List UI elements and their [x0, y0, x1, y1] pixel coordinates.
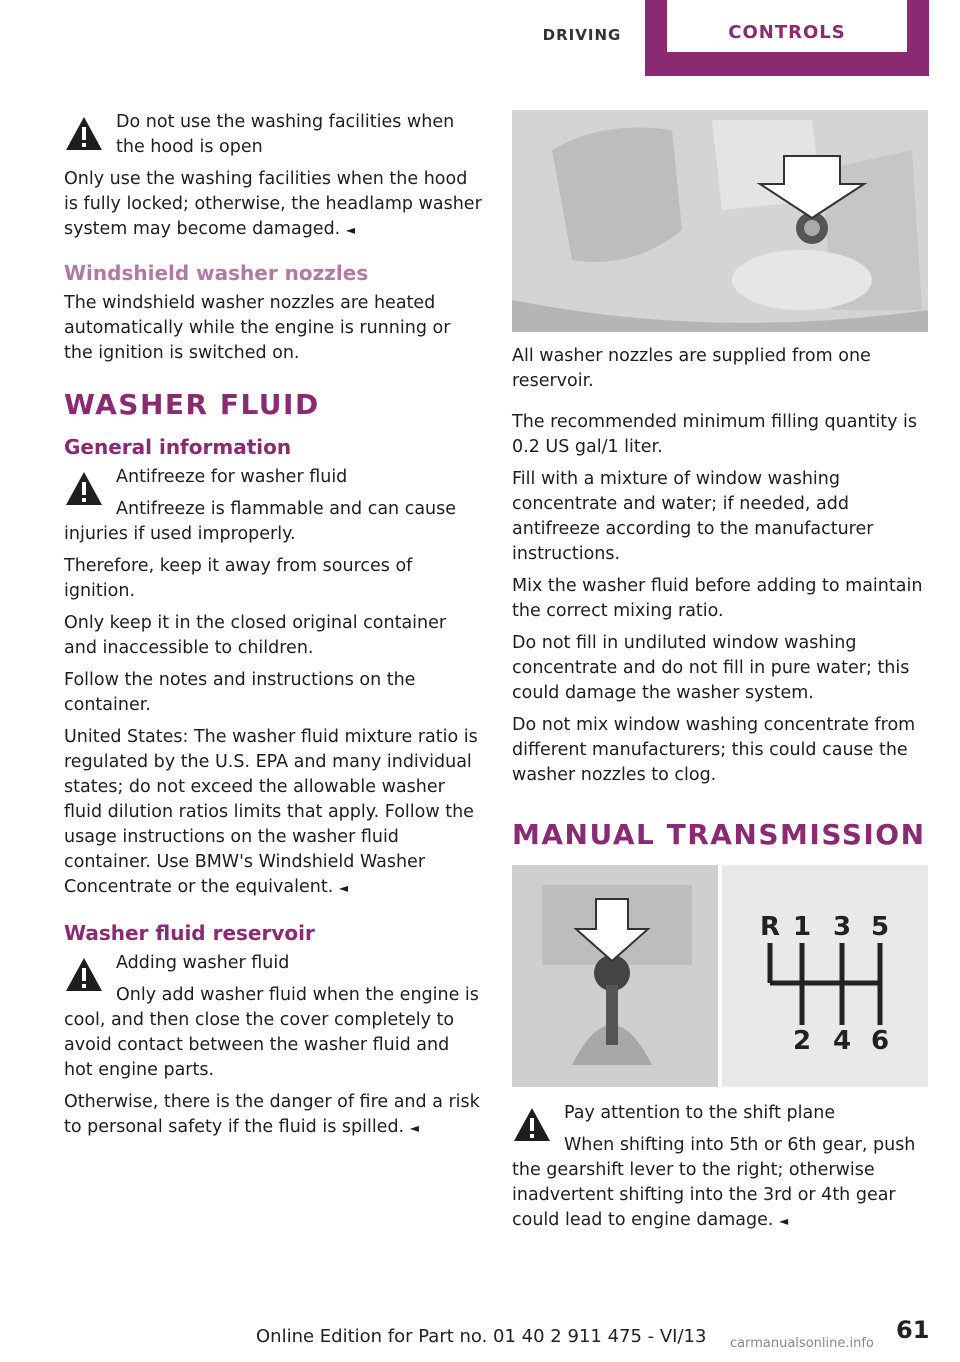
- warning-icon: [64, 114, 104, 154]
- right-column: [512, 110, 930, 1241]
- end-mark: ◄: [345, 223, 356, 237]
- gearshift-figure: [512, 865, 928, 1087]
- gear-label: R: [759, 912, 781, 942]
- body-text: Do not mix window washing concentrate from different manufacturers; this could cause the washer nozzles to clog.: [512, 715, 916, 785]
- warning-title: Adding washer fluid: [116, 953, 290, 973]
- warning-body: Only add washer fluid when the engine is cool, and then close the cover completely to avoid contact between the washer fluid and hot engine parts.: [64, 985, 479, 1080]
- engine-bay-photo: [512, 110, 928, 332]
- warning-body: Antifreeze is flammable and can cause injuries if used improperly.: [64, 499, 457, 544]
- end-mark: ◄: [338, 881, 349, 895]
- chapter-tab: [645, 0, 929, 76]
- warning-body: United States: The washer fluid mixture ratio is regulated by the U.S. EPA and many individual states; do not exceed the allowable washer fluid dilution ratios limits that apply. Follow the usage instructions on the washer fluid container. Use BMW's Windshield Washer Concentrate or the equivalent.: [64, 727, 478, 897]
- gear-label: 5: [870, 912, 890, 942]
- body-text: Fill with a mixture of window washing concentrate and water; if needed, add antifreeze according to the manufacturer instructions.: [512, 469, 874, 564]
- gear-label: 2: [792, 1026, 812, 1056]
- chapter-label: CONTROLS: [728, 22, 846, 43]
- online-edition: Online Edition for Part no. 01 40 2 911 475 - VI/13: [256, 1326, 707, 1347]
- gear-label: 1: [792, 912, 812, 942]
- warning-adding-fluid: [64, 951, 482, 1141]
- watermark: carmanualsonline.info: [730, 1336, 874, 1351]
- gear-label: 4: [832, 1026, 852, 1056]
- warning-icon: [512, 1105, 552, 1145]
- heading-reservoir: Washer fluid reservoir: [64, 921, 315, 945]
- warning-body: When shifting into 5th or 6th gear, push the gearshift lever to the right; otherwise inadvertent shifting into the 3rd or 4th gear could lead to engine damage.: [512, 1135, 916, 1230]
- warning-body: Therefore, keep it away from sources of ignition.: [64, 556, 413, 601]
- section-label: DRIVING: [542, 26, 622, 44]
- gear-label: 3: [832, 912, 852, 942]
- photo-caption: All washer nozzles are supplied from one reservoir.: [512, 346, 871, 391]
- body-text: The recommended minimum filling quantity is 0.2 US gal/1 liter.: [512, 412, 917, 457]
- warning-antifreeze: [64, 465, 482, 901]
- gear-label: 6: [870, 1026, 890, 1056]
- warning-shift-plane: [512, 1101, 930, 1234]
- warning-body: Follow the notes and instructions on the container.: [64, 670, 416, 715]
- warning-body: Only use the washing facilities when the hood is fully locked; otherwise, the headlamp washer system may become damaged.: [64, 169, 482, 239]
- warning-title: Pay attention to the shift plane: [564, 1103, 836, 1123]
- section-tab: [520, 0, 644, 76]
- body-text: Do not fill in undiluted window washing concentrate and do not fill in pure water; this could damage the washer system.: [512, 633, 910, 703]
- nozzles-text: The windshield washer nozzles are heated automatically while the engine is running or the ignition is switched on.: [64, 293, 451, 363]
- warning-title: Antifreeze for washer fluid: [116, 467, 348, 487]
- heading-manual-transmission: MANUAL TRANSMISSION: [512, 818, 926, 851]
- left-column: [64, 110, 482, 1148]
- warning-title: Do not use the washing facilities when the hood is open: [116, 112, 455, 157]
- warning-hood: [64, 110, 482, 243]
- heading-nozzles: Windshield washer nozzles: [64, 261, 369, 285]
- page-number: 61: [896, 1316, 930, 1344]
- body-text: Mix the washer fluid before adding to maintain the correct mixing ratio.: [512, 576, 923, 621]
- warning-icon: [64, 955, 104, 995]
- end-mark: ◄: [409, 1121, 419, 1135]
- heading-general: General information: [64, 435, 292, 459]
- warning-icon: [64, 469, 104, 509]
- warning-body: Otherwise, there is the danger of fire and a risk to personal safety if the fluid is spilled.: [64, 1092, 480, 1137]
- heading-washer-fluid: WASHER FLUID: [64, 388, 320, 421]
- end-mark: ◄: [778, 1214, 789, 1228]
- warning-body: Only keep it in the closed original container and inaccessible to children.: [64, 613, 447, 658]
